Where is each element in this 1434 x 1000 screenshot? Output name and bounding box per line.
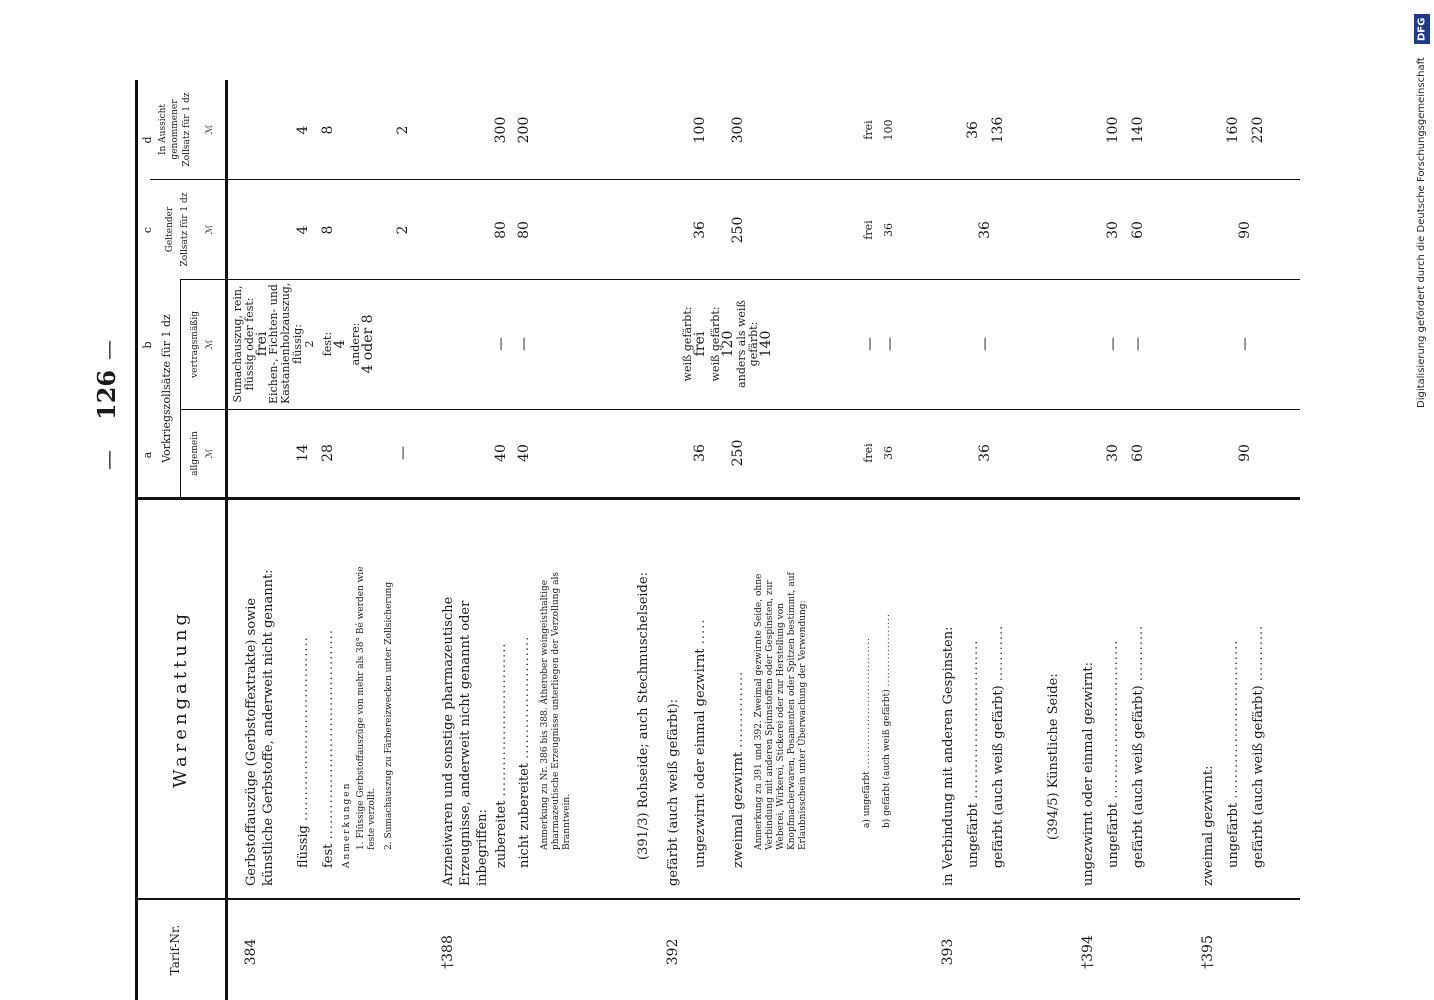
col-d-393-ungefaerbt: 36 (965, 121, 981, 139)
page-dash-right: — (96, 340, 120, 360)
col-b-384-line7: andere: (349, 322, 362, 366)
col-rule-b (180, 279, 1300, 280)
col-c-394-ungefaerbt: 30 (1105, 221, 1121, 239)
col-b-384-line5: fest: (321, 331, 334, 357)
col-b-384-line4: 2 (303, 340, 316, 348)
ware-395-gefaerbt: gefärbt (auch weiß gefärbt) ........... (1251, 624, 1266, 868)
header-mark-d: ℳ (205, 124, 215, 135)
col-d-384-anm2: 2 (395, 125, 411, 135)
ware-384-anm-head: Anmerkungen (342, 781, 352, 868)
section-kuenstliche-seide: (394/5) Künstliche Seide: (1046, 673, 1061, 840)
col-a-392-bsub: 36 (882, 446, 895, 460)
page-number: 126 (92, 369, 121, 420)
col-c-395: 90 (1237, 221, 1253, 239)
header-aussicht-3: Zollsatz für 1 dz (182, 92, 192, 167)
col-d-384-fest: 8 (320, 125, 336, 135)
col-b-392-line6: 140 (758, 330, 774, 358)
ware-384-fest: fest ......................................... (321, 629, 336, 868)
header-aussicht-2: genommener (170, 99, 180, 160)
col-d-392-bsub: 100 (882, 119, 895, 141)
col-d-392-asub: frei (862, 120, 875, 140)
col-b-384-line3: Eichen-, Fichten- und Kastanienholzauszug, flüssig: (267, 282, 304, 404)
ware-392-anm: Anmerkung zu 391 und 392. Zweimal gezwirnte Seide, ohne Verbindung mit anderen Spinnstoffen oder Gespinsten, zur Weberei, Wirkerei, Stickerei oder zur Herstellung von Knopfmacherwaren, Posamenten oder Spitzen bestimmt, auf Erlaubnisschein unter Überwachung der Verwendung: (754, 572, 808, 850)
header-sub-rule (180, 280, 181, 497)
col-c-384-fluessig: 4 (295, 225, 311, 235)
col-c-388-zubereitet: 80 (493, 221, 509, 239)
ware-384-anm2: 2. Sumachauszug zu Färbereizwecken unter Zollsicherung (384, 581, 394, 850)
col-rule-ware (135, 497, 1300, 500)
ware-395-ungefaerbt: ungefärbt ............................... (1226, 639, 1241, 868)
col-b-384-line1: Sumachauszug, rein, flüssig oder fest: (231, 285, 256, 403)
header-allgemein: allgemein (190, 431, 200, 476)
col-c-392-ungezwirnt: 36 (692, 221, 708, 239)
header-col-b-letter: b (141, 341, 154, 349)
ware-384-anm1: 1. Flüssige Gerbstoffauszüge von mehr als 38° Bé werden wie feste verzollt. (356, 566, 377, 850)
ware-384-title: Gerbstoffauszüge (Gerbstoffextrakte) sowie künstliche Gerbstoffe, anderweit nicht genannt: (244, 569, 276, 886)
ware-384-fluessig: flüssig .................................... (296, 636, 311, 868)
header-geltender-1: Geltender (165, 206, 175, 253)
col-d-384-fluessig: 4 (295, 125, 311, 135)
col-c-392-zweimal: 250 (730, 216, 746, 244)
col-rule-tarif (135, 898, 1300, 900)
col-b-392-line5: anders als weiß gefärbt: (735, 300, 760, 388)
header-bottom-rule (225, 80, 228, 1000)
col-c-394-gefaerbt: 60 (1130, 221, 1146, 239)
col-d-392-zweimal: 300 (730, 116, 746, 144)
col-b-393: — (977, 337, 993, 351)
col-b-384-line2: frei (254, 331, 270, 357)
ware-392-b-gefaerbt: b) gefärbt (auch weiß gefärbt) ................... (882, 613, 892, 828)
col-d-388-zubereitet: 300 (493, 116, 509, 144)
col-b-384-line6: 4 (332, 339, 348, 349)
col-c-392-asub: frei (862, 220, 875, 240)
header-col-d-letter: d (141, 136, 154, 144)
ware-392-zweimal: zweimal gezwirnt ............... (731, 670, 746, 868)
ware-393-gefaerbt: gefärbt (auch weiß gefärbt) ........... (991, 624, 1006, 868)
col-d-394-gefaerbt: 140 (1130, 116, 1146, 144)
col-b-392-notes (682, 284, 772, 404)
header-warengattung: Warengattung (170, 610, 191, 788)
ware-388-title: Arzneiwaren und sonstige pharmazeutische Erzeugnisse, anderweit nicht genannt oder inbegriffen: (441, 596, 490, 886)
watermark-text: Digitalisierung gefördert durch die Deutsche Forschungsgemeinschaft (1416, 57, 1427, 408)
col-d-392-ungezwirnt: 100 (692, 116, 708, 144)
header-mark-b: ℳ (205, 339, 215, 350)
col-d-395-ungefaerbt: 160 (1225, 116, 1241, 144)
col-a-384-anm2: — (395, 446, 411, 460)
col-c-392-bsub: 36 (882, 223, 895, 237)
ware-394-gefaerbt: gefärbt (auch weiß gefärbt) ........... (1131, 624, 1146, 868)
header-aussicht-1: In Aussicht (158, 103, 168, 156)
col-b-388-nicht-zubereitet: — (516, 337, 532, 351)
col-c-393: 36 (977, 221, 993, 239)
col-c-388-nicht-zubereitet: 80 (516, 221, 532, 239)
col-b-388-zubereitet: — (493, 337, 509, 351)
col-a-394-ungefaerbt: 30 (1105, 444, 1121, 462)
tarif-nr-395: †395 (1200, 935, 1216, 969)
col-b-395: — (1237, 337, 1253, 351)
section-rohseide: (391/3) Rohseide; auch Stechmuschelseide: (636, 572, 651, 860)
col-b-392-asub: — (862, 337, 878, 351)
col-b-392-line4: 120 (720, 330, 736, 358)
col-a-395: 90 (1237, 444, 1253, 462)
col-d-393-gefaerbt: 136 (990, 116, 1006, 144)
tarif-nr-392: 392 (665, 938, 681, 966)
col-d-394-ungefaerbt: 100 (1105, 116, 1121, 144)
col-a-392-ungezwirnt: 36 (692, 444, 708, 462)
col-a-384-fest: 28 (320, 444, 336, 462)
ware-393-ungefaerbt: ungefärbt ............................... (966, 639, 981, 868)
col-rule-a (180, 409, 1300, 410)
header-mark-a: ℳ (205, 448, 215, 459)
header-tarif-nr: Tarif-Nr. (168, 924, 182, 976)
col-a-394-gefaerbt: 60 (1130, 444, 1146, 462)
col-a-388-nicht-zubereitet: 40 (516, 444, 532, 462)
col-c-384-anm2: 2 (395, 225, 411, 235)
header-mark-c: ℳ (205, 224, 215, 235)
table-top-rule (135, 80, 138, 1000)
page-dash-left: — (96, 450, 120, 470)
ware-393-title: in Verbindung mit anderen Gespinsten: (941, 626, 956, 886)
ware-394-title: ungezwirnt oder einmal gezwirnt: (1081, 662, 1096, 886)
header-col-c-letter: c (141, 226, 154, 234)
col-a-392-zweimal: 250 (730, 439, 746, 467)
ware-392-gefaerbt: gefärbt (auch weiß gefärbt): (666, 698, 681, 886)
col-a-392-asub: frei (862, 443, 875, 463)
col-b-384-notes (232, 284, 374, 404)
col-d-388-nicht-zubereitet: 200 (516, 116, 532, 144)
ware-394-ungefaerbt: ungefärbt ............................... (1106, 639, 1121, 868)
col-b-392-line3: weiß gefärbt: (709, 306, 722, 382)
header-col-a-letter: a (141, 451, 154, 459)
col-b-394-ungefaerbt: — (1105, 337, 1121, 351)
col-b-394-gefaerbt: — (1130, 337, 1146, 351)
col-b-392-line1: weiß gefärbt: (681, 306, 694, 382)
header-vorkriegs: Vorkriegszollsätze für 1 dz (160, 314, 173, 463)
col-a-384-fluessig: 14 (295, 444, 311, 462)
col-b-384-line8: 4 oder 8 (360, 314, 376, 374)
ware-388-nicht-zubereitet: nicht zubereitet ........................ (517, 635, 532, 868)
col-a-388-zubereitet: 40 (493, 444, 509, 462)
col-rule-c (150, 179, 1300, 180)
ware-395-title: zweimal gezwirnt: (1201, 765, 1216, 886)
tarif-nr-384: 384 (243, 938, 259, 966)
ware-388-anm: Anmerkung zu Nr. 386 bis 388. Ätherober weingeisthaltige pharmazeutische Erzeugnisse unterliegen der Verzollung als Branntwein. (540, 572, 572, 850)
tarif-nr-388: †388 (440, 935, 456, 969)
col-b-392-line2: frei (692, 331, 708, 357)
tarif-nr-394: †394 (1080, 935, 1096, 969)
ware-392-a-ungefaerbt: a) ungefärbt .................................. (862, 637, 872, 828)
col-c-384-fest: 8 (320, 225, 336, 235)
col-d-395-gefaerbt: 220 (1250, 116, 1266, 144)
col-a-393: 36 (977, 444, 993, 462)
ware-388-zubereitet: zubereitet .............................. (494, 642, 509, 868)
col-b-392-bsub: — (882, 337, 898, 351)
ware-392-ungezwirnt: ungezwirnt oder einmal gezwirnt ..... (693, 618, 708, 868)
header-vertragsmaessig: vertragsmäßig (190, 311, 200, 378)
header-geltender-2: Zollsatz für 1 dz (180, 192, 190, 267)
tarif-nr-393: 393 (940, 938, 956, 966)
dfg-logo: DFG (1414, 14, 1430, 44)
